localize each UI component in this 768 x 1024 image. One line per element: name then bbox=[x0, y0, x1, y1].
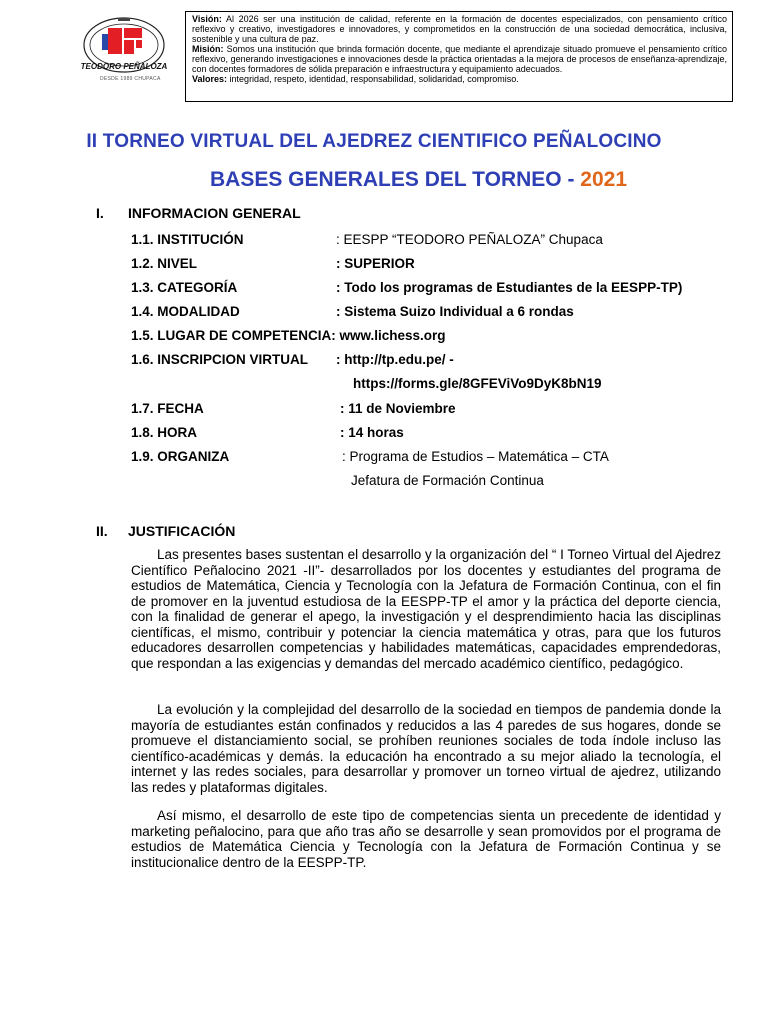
item-inscripcion-link-2[interactable]: https://forms.gle/8GFEViVo9DyK8bN19 bbox=[353, 376, 602, 391]
subtitle-year: 2021 bbox=[580, 168, 627, 191]
item-organiza-value-2: Jefatura de Formación Continua bbox=[351, 473, 544, 488]
item-categoria-value: : Todo los programas de Estudiantes de la EESPP-TP) bbox=[336, 280, 683, 295]
section2-title: JUSTIFICACIÓN bbox=[128, 523, 236, 539]
item-inscripcion-link-1[interactable]: : http://tp.edu.pe/ - bbox=[336, 352, 454, 367]
item-organiza-label: 1.9. ORGANIZA bbox=[131, 449, 230, 464]
item-lugar: 1.5. LUGAR DE COMPETENCIA: www.lichess.org bbox=[131, 328, 446, 343]
section1-number: I. bbox=[96, 205, 104, 221]
justification-paragraph-2: La evolución y la complejidad del desarrollo de la sociedad en tiempos de pandemia donde la mayoría de estudiantes están confinados y reducidos a las 4 paredes de sus hogares, donde se promueve el distanciamiento social, se prohíben reuniones sociales de toda índole incluso las científico-académicas y demás. la educación ha encontrado a su mejor aliado la tecnología, el internet y las redes sociales, para desarrollar y promover un torneo virtual de ajedrez, utilizando las redes y plataformas digitales. bbox=[131, 702, 721, 795]
valores-paragraph bbox=[192, 74, 727, 84]
vision-paragraph bbox=[192, 14, 727, 44]
vision-mission-box bbox=[185, 11, 733, 102]
vision-text: Al 2026 ser una institución de calidad, referente en la formación de docentes especializados, con pensamiento crítico reflexivo y creativo, investigadores e innovadores, y comprometidos en la construcción de una sociedad democrática, inclusiva, sostenible y una cultura de paz. bbox=[192, 14, 727, 44]
item-modalidad-value: : Sistema Suizo Individual a 6 rondas bbox=[336, 304, 574, 319]
document-title: II TORNEO VIRTUAL DEL AJEDREZ CIENTIFICO PEÑALOCINO bbox=[86, 131, 662, 152]
item-institucion-label: 1.1. INSTITUCIÓN bbox=[131, 232, 244, 247]
vision-label: Visión: bbox=[192, 14, 222, 24]
valores-label: Valores: bbox=[192, 74, 228, 84]
mision-text: Somos una institución que brinda formación docente, que mediante el aprendizaje situado promueve el pensamiento crítico reflexivo, generando investigaciones e innovaciones desde la práctica orientadas a la mejora de procesos de enseñanza-aprendizaje, con docentes formadores de sólida preparación e infraestructura y equipamiento adecuados. bbox=[192, 44, 727, 74]
item-nivel-value: : SUPERIOR bbox=[336, 256, 415, 271]
institution-logo bbox=[78, 14, 170, 84]
item-inscripcion-label: 1.6. INSCRIPCION VIRTUAL bbox=[131, 352, 309, 367]
item-hora-value: : 14 horas bbox=[340, 425, 404, 440]
subtitle-text: BASES GENERALES DEL TORNEO - bbox=[210, 168, 581, 191]
logo-motto: DESDE 1989 CHUPACA bbox=[100, 76, 161, 82]
item-fecha-value: : 11 de Noviembre bbox=[340, 401, 456, 416]
section2-number: II. bbox=[96, 523, 108, 539]
item-categoria-label: 1.3. CATEGORÍA bbox=[131, 280, 238, 295]
mision-label: Misión: bbox=[192, 44, 224, 54]
justification-paragraph-3: Así mismo, el desarrollo de este tipo de competencias sienta un precedente de identidad y marketing peñalocino, para que año tras año se desarrolle y sean promovidos por el programa de estudios de Matemática Ciencia y Tecnología con la Jefatura de Formación Continua y se institucionalice dentro de la EESPP-TP. bbox=[131, 808, 721, 870]
valores-text: integridad, respeto, identidad, responsabilidad, solidaridad, compromiso. bbox=[229, 74, 519, 84]
item-modalidad-label: 1.4. MODALIDAD bbox=[131, 304, 240, 319]
justification-paragraph-1: Las presentes bases sustentan el desarrollo y la organización del “ I Torneo Virtual del Ajedrez Científico Peñalocino 2021 -II”- desarrollados por los docentes y estudiantes del programa de estudios de Matemática, Ciencia y Tecnología con la Jefatura de Formación Continua, con el fin de promover en la juventud estudiosa de la EESPP-TP el amor y la práctica del deporte ciencia, con la finalidad de generar el apego, la investigación y el desprendimiento hacia las disciplinas científicas, el mismo, contribuir y potenciar la ciencia matemática y otras, para que los futuros educadores desarrollen competencias y habilidades matemáticas, capacidades emprendedoras, que respondan a las exigencias y demandas del mercado académico científico, pedagógico. bbox=[131, 547, 721, 671]
item-organiza-value: : Programa de Estudios – Matemática – CTA bbox=[342, 449, 609, 464]
logo-name: TEODORO PEÑALOZA bbox=[80, 62, 168, 71]
mision-paragraph bbox=[192, 44, 727, 74]
document-subtitle bbox=[210, 168, 627, 192]
item-nivel-label: 1.2. NIVEL bbox=[131, 256, 198, 271]
item-hora-label: 1.8. HORA bbox=[131, 425, 198, 440]
item-fecha-label: 1.7. FECHA bbox=[131, 401, 204, 416]
item-institucion-value: : EESPP “TEODORO PEÑALOZA” Chupaca bbox=[336, 232, 603, 247]
section1-title: INFORMACION GENERAL bbox=[128, 205, 301, 221]
